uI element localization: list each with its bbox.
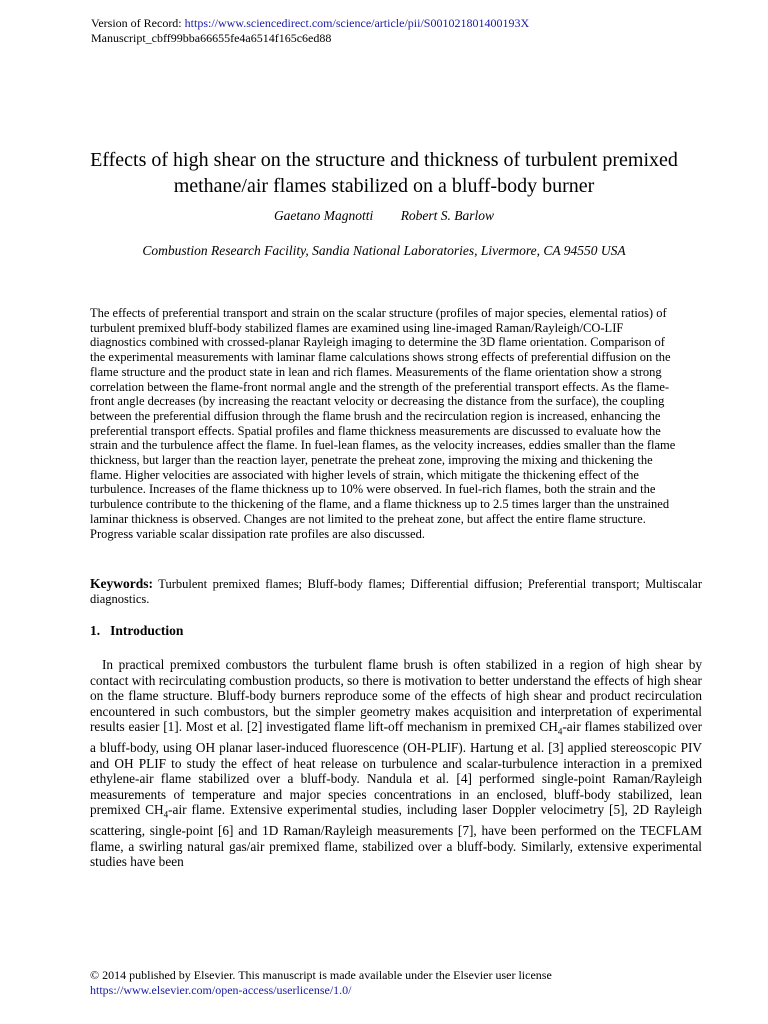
keywords-label: Keywords: — [90, 576, 153, 591]
license-notice: © 2014 published by Elsevier. This manuscript is made available under the Elsevier user license — [90, 968, 552, 982]
header — [91, 16, 529, 46]
intro-text-3: -air flame. Extensive experimental studies, including laser Doppler velocimetry [5], 2D Rayleigh scattering, single-point [6] and 1D Raman/Rayleigh measurements [7], have been performed on the TECFLAM flame, a swirling natural gas/air premixed flame, stabilized over a bluff-body. Similarly, extensive experimental studies have been — [90, 802, 703, 870]
version-of-record — [91, 16, 529, 31]
license-link[interactable]: https://www.elsevier.com/open-access/userlicense/1.0/ — [90, 983, 352, 997]
author-2: Robert S. Barlow — [400, 208, 495, 223]
intro-paragraph — [90, 657, 702, 870]
section-number: 1. — [90, 623, 101, 638]
intro-sub-1: 4 — [557, 726, 563, 737]
abstract: The effects of preferential transport and strain on the scalar structure (profiles of major species, elemental ratios) of turbulent premixed bluff-body stabilized flames are examined using line-imaged Raman/Rayleigh/CO-LIF diagnostics combined with crossed-planar Rayleigh imaging to determine the 3D flame orientation. Comparison of the experimental measurements with laminar flame calculations shows strong effects of preferential diffusion on the flame structure and the product state in lean and rich flames. Measurements of the flame orientation show a strong correlation between the flame-front normal angle and the strength of the preferential transport effects. As the flame-front angle decreases (by increasing the reactant velocity or decreasing the distance from the surface), the coupling between the preferential diffusion through the flame brush and the recirculation region is increased, enhancing the preferential transport effects. Spatial profiles and flame thickness measurements are discussed to evaluate how the strain and the turbulence affect the flame. In fuel-lean flames, as the velocity increases, eddies smaller than the flame thickness, but larger than the reaction layer, penetrate the preheat zone, improving the mixing and thickening the flame. Higher velocities are associated with higher levels of strain, which mitigate the thickening effect of the turbulence. Increases of the flame thickness up to 10% were observed. In fuel-rich flames, both the strain and the turbulence contribute to the thickening of the flame, and a flame thickness up to 2.5 times larger than the unstrained laminar thickness is observed. Changes are not limited to the preheat zone, but affect the entire flame structure. Progress variable scalar dissipation rate profiles are also discussed. — [90, 306, 676, 541]
intro-text-1: In practical premixed combustors the turbulent flame brush is often stabilized in a region of high shear by contact with recirculating combustion products, so there is motivation to better understand the effects of high shear on the flame structure. Bluff-body burners reproduce some of the effects of high shear and product recirculation encountered in such combustors, but the simpler geometry makes acquisition and interpretation of experimental results easier [1]. Most et al. [2] investigated flame lift-off mechanism in premixed CH — [90, 657, 702, 734]
section-heading — [90, 623, 183, 639]
section-title: Introduction — [110, 623, 184, 638]
intro-sub-2: 4 — [163, 809, 169, 820]
paper-title: Effects of high shear on the structure and thickness of turbulent premixed methane/air flames stabilized on a bluff-body burner — [90, 149, 678, 197]
intro-text-2: -air flames stabilized over a bluff-body, using OH planar laser-induced fluorescence (OH-PLIF). Hartung et al. [3] applied stereoscopic PIV and OH PLIF to study the effect of heat release on turbulence and scalar-turbulence interaction in a premixed ethylene-air flame stabilized over a bluff-body. Nandula et al. [4] performed single-point Raman/Rayleigh measurements of temperature and major species concentrations in an enclosed, bluff-body stabilized, lean premixed CH — [90, 719, 703, 818]
manuscript-id: Manuscript_cbff99bba66655fe4a6514f165c6ed88 — [91, 31, 332, 45]
footer — [90, 968, 552, 998]
affiliation: Combustion Research Facility, Sandia National Laboratories, Livermore, CA 94550 USA — [142, 243, 626, 258]
keywords-text: Turbulent premixed flames; Bluff-body flames; Differential diffusion; Preferential transport; Multiscalar diagnostics. — [90, 577, 702, 606]
author-1: Gaetano Magnotti — [273, 208, 374, 223]
keywords — [90, 576, 702, 607]
authors — [0, 208, 768, 224]
version-link[interactable]: https://www.sciencedirect.com/science/article/pii/S001021801400193X — [184, 16, 530, 30]
version-label: Version of Record: — [91, 16, 185, 30]
